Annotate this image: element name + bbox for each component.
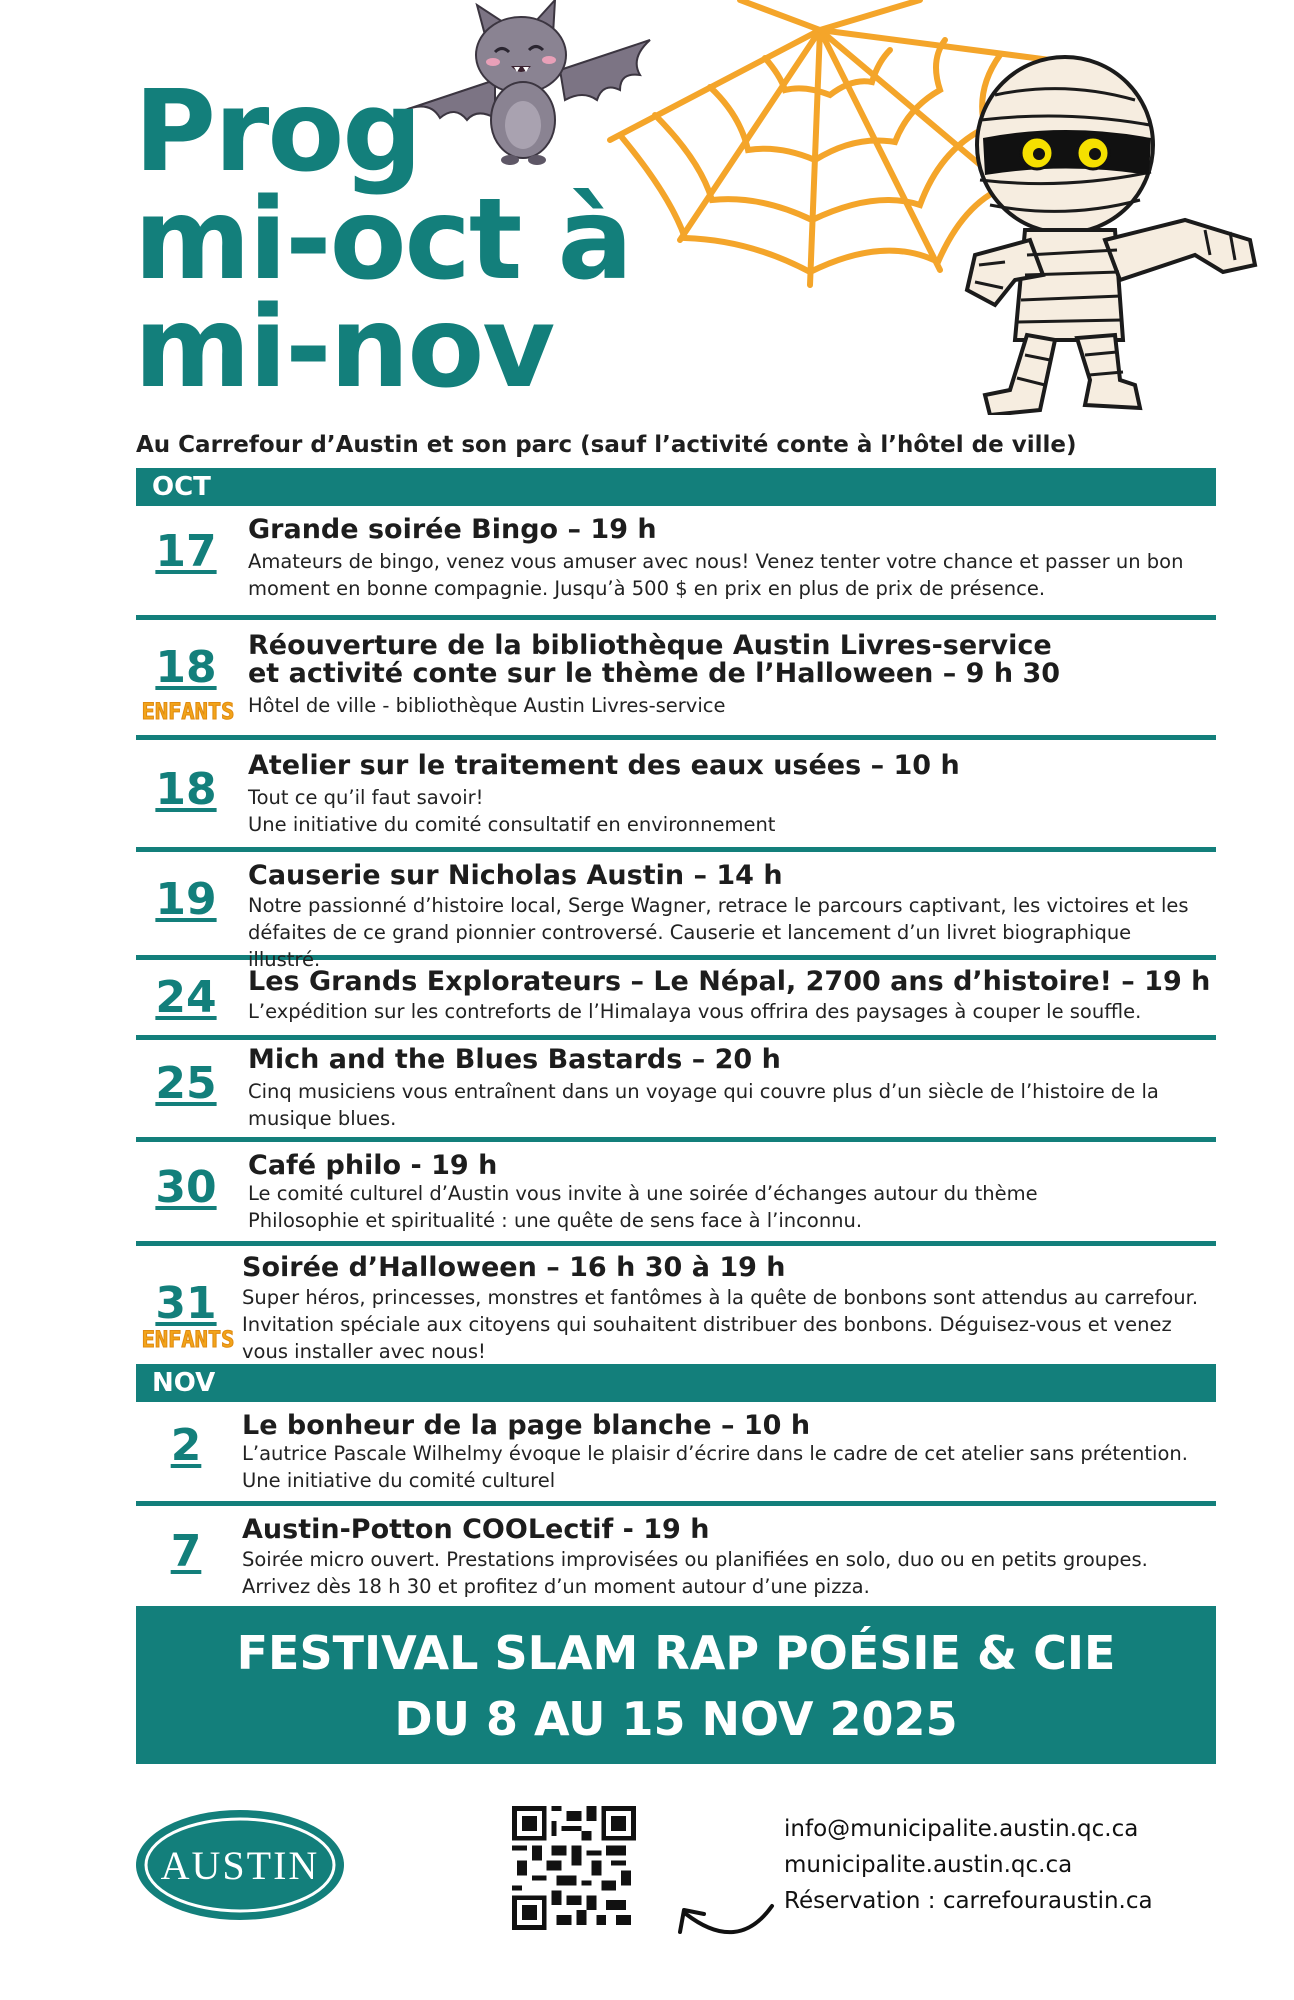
qr-code-icon[interactable] xyxy=(512,1806,636,1930)
event-item xyxy=(136,1246,1216,1364)
contact-reservation[interactable]: Réservation : carrefouraustin.ca xyxy=(784,1888,1153,1914)
page-title-line-2: mi-oct à xyxy=(134,175,632,305)
bat-icon xyxy=(385,0,660,175)
event-description: Soirée micro ouvert. Prestations improvisées ou planifiées en solo, duo ou en petits groupes. Arrivez dès 18 h 30 et profitez d’un moment autour d’une pizza. xyxy=(242,1548,1148,1598)
event-day: 17 xyxy=(155,526,217,577)
page-title-line-1: Prog xyxy=(134,67,421,197)
event-day: 30 xyxy=(155,1162,217,1213)
festival-line-2: DU 8 AU 15 NOV 2025 xyxy=(394,1692,958,1746)
contact-email[interactable]: info@municipalite.austin.qc.ca xyxy=(784,1816,1139,1842)
event-title: Café philo - 19 h xyxy=(248,1150,498,1181)
arrow-icon xyxy=(668,1884,778,1954)
event-description: Notre passionné d’histoire local, Serge Wagner, retrace le parcours captivant, les victoires et les défaites de ce grand pionnier controversé. Causerie et lancement d’un livret biographique illustré. xyxy=(248,894,1189,971)
event-description-line-2: Une initiative du comité consultatif en environnement xyxy=(248,813,776,836)
event-description: Hôtel de ville - bibliothèque Austin Livres-service xyxy=(248,694,726,717)
event-day: 24 xyxy=(155,972,217,1023)
event-title: Le bonheur de la page blanche – 10 h xyxy=(242,1410,811,1441)
enfants-badge: ENFANTS xyxy=(141,700,235,725)
event-description: Super héros, princesses, monstres et fantômes à la quête de bonbons sont attendus au carrefour. Invitation spéciale aux citoyens qui souhaitent distribuer des bonbons. Déguisez-vous et venez vous installer avec nous! xyxy=(242,1286,1199,1363)
page-title-line-3: mi-nov xyxy=(134,283,554,413)
enfants-badge: ENFANTS xyxy=(141,1328,235,1353)
event-day: 31 xyxy=(155,1278,217,1329)
month-header-oct: OCT xyxy=(136,468,1216,506)
event-title: Soirée d’Halloween – 16 h 30 à 19 h xyxy=(242,1252,786,1283)
contact-website[interactable]: municipalite.austin.qc.ca xyxy=(784,1852,1073,1878)
event-title: Atelier sur le traitement des eaux usées – 10 h xyxy=(248,750,960,781)
event-item xyxy=(136,620,1216,740)
austin-logo xyxy=(132,1806,348,1924)
event-description-line-2: Une initiative du comité culturel xyxy=(242,1469,556,1492)
event-description: Le comité culturel d’Austin vous invite à une soirée d’échanges autour du thème xyxy=(248,1182,1038,1205)
event-item xyxy=(136,1040,1216,1142)
event-description: Cinq musiciens vous entraînent dans un voyage qui couvre plus d’un siècle de l’histoire de la musique blues. xyxy=(248,1080,1159,1130)
event-description: L’expédition sur les contreforts de l’Himalaya vous offrira des paysages à couper le souffle. xyxy=(248,1000,1142,1023)
month-header-nov: NOV xyxy=(136,1364,1216,1402)
event-title: Austin-Potton COOLectif - 19 h xyxy=(242,1514,710,1545)
event-item xyxy=(136,960,1216,1040)
event-item xyxy=(136,1506,1216,1606)
event-title: Réouverture de la bibliothèque Austin Livres-service xyxy=(248,630,1052,661)
mummy-icon xyxy=(955,50,1265,415)
event-day: 25 xyxy=(155,1058,217,1109)
event-item xyxy=(136,1142,1216,1246)
event-title-line-2: et activité conte sur le thème de l’Halloween – 9 h 30 xyxy=(248,658,1061,689)
event-day: 18 xyxy=(155,764,217,815)
event-description: Amateurs de bingo, venez vous amuser avec nous! Venez tenter votre chance et passer un bon moment en bonne compagnie. Jusqu’à 500 $ en prix en plus de prix de présence. xyxy=(248,550,1184,600)
event-title: Causerie sur Nicholas Austin – 14 h xyxy=(248,860,783,891)
event-description: Tout ce qu’il faut savoir! xyxy=(248,786,484,809)
event-day: 7 xyxy=(170,1526,202,1577)
event-description: L’autrice Pascale Wilhelmy évoque le plaisir d’écrire dans le cadre de cet atelier sans prétention. xyxy=(242,1442,1188,1465)
event-item xyxy=(136,740,1216,852)
event-title: Mich and the Blues Bastards – 20 h xyxy=(248,1044,781,1075)
subtitle: Au Carrefour d’Austin et son parc (sauf l’activité conte à l’hôtel de ville) xyxy=(136,432,1077,458)
logo-text: AUSTIN xyxy=(160,1843,320,1888)
event-day: 2 xyxy=(170,1420,202,1471)
event-day: 18 xyxy=(155,642,217,693)
festival-banner xyxy=(136,1606,1216,1764)
event-description-line-2: Philosophie et spiritualité : une quête de sens face à l’inconnu. xyxy=(248,1209,863,1232)
event-title: Les Grands Explorateurs – Le Népal, 2700 ans d’histoire! – 19 h xyxy=(248,966,1211,997)
event-day: 19 xyxy=(155,874,217,925)
event-item xyxy=(136,852,1216,971)
event-title: Grande soirée Bingo – 19 h xyxy=(248,514,657,545)
event-item xyxy=(136,506,1216,620)
event-item xyxy=(136,1402,1216,1506)
festival-line-1: FESTIVAL SLAM RAP POÉSIE & CIE xyxy=(236,1626,1116,1680)
